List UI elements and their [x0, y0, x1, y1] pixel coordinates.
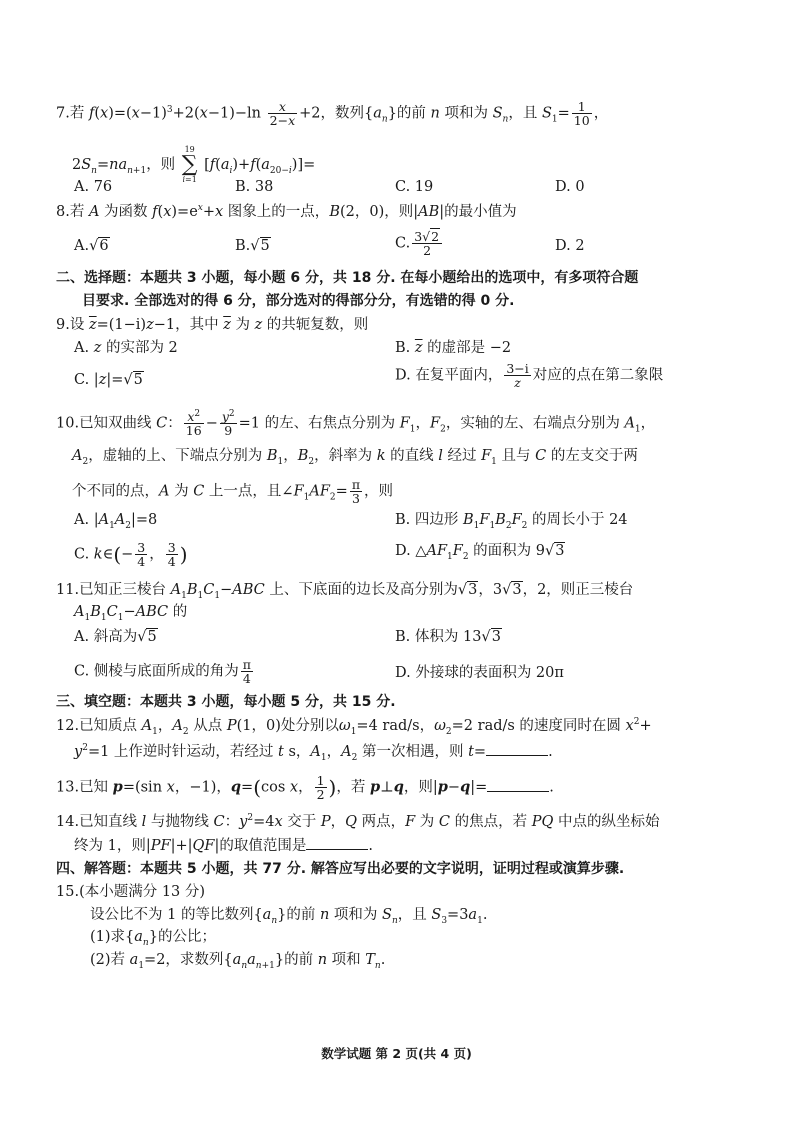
- q8-option-c: C. $\frac{3√2}{2}$: [395, 230, 444, 257]
- answer-blank[interactable]: [486, 741, 548, 756]
- answer-blank[interactable]: [306, 835, 368, 850]
- section4-title: 四、解答题：本题共 5 小题，共 77 分. 解答应写出必要的文字说明，证明过程或演算步骤.: [56, 861, 625, 877]
- q14-line1: 14.已知直线 l 与抛物线 C：$y^2=4x$ 交于 P，Q 两点，F 为 C 的焦点，若 PQ 中点的纵坐标始: [56, 813, 660, 830]
- q7-option-c: C. 19: [395, 179, 434, 195]
- summation-symbol: 19 ∑ i=1: [181, 145, 198, 184]
- q9-option-a: A. z 的实部为 2: [74, 340, 178, 356]
- q10-option-c: C. k∈(− $\frac{3}{4}$ ， $\frac{3}{4}$ ): [74, 540, 188, 570]
- q12-line1: 12.已知质点 $A_1$，$A_2$ 从点 P(1，0)处分别以$\omega_1=4$ rad/s，$\omega_2=2$ rad/s 的速度同时在圆 $x^2+$: [56, 717, 652, 737]
- q11-option-c: C. 侧棱与底面所成的角为 $\frac{\pi}{4}$: [74, 657, 252, 687]
- q8-option-d: D. 2: [555, 238, 585, 254]
- q7-line1: 7.若 $f(x)=(x-1)^3+2(x-1)-\ln$ $\frac{x}{2-x}$ +2，数列$\{a_n\}$的前 n 项和为 $S_n$，且 $S_1=$ $\frac{1}{10}$ ，: [56, 99, 609, 129]
- q15-part1: (1)求$\{a_n\}$的公比；: [90, 929, 216, 948]
- q9-line1: 9.设 $\overline{z}=(1-i)z-1$，其中 $\overline{z}$ 为 z 的共轭复数，则: [56, 317, 369, 333]
- q7-option-d: D. 0: [555, 179, 585, 195]
- section2-title-cont: 目要求. 全部选对的得 6 分，部分选对的得部分分，有选错的得 0 分.: [82, 293, 515, 309]
- q14-line2: 终为 1，则|PF|+|QF|的取值范围是 .: [74, 835, 373, 856]
- q10-option-b: B. 四边形 $B_1F_1B_2F_2$ 的周长小于 24: [395, 512, 628, 531]
- q7-number: 7.: [56, 105, 70, 122]
- q7-option-a: A. 76: [74, 179, 113, 195]
- section3-title: 三、填空题：本题共 3 小题，每小题 5 分，共 15 分.: [56, 694, 396, 710]
- section2-title: 二、选择题：本题共 3 小题，每小题 6 分，共 18 分. 在每小题给出的选项中，有多项符合题: [56, 270, 639, 286]
- q10-line2: $A_2$，虚轴的上、下端点分别为 $B_1$，$B_2$，斜率为 k 的直线 l 经过 $F_1$ 且与 C 的左支交于两: [72, 448, 638, 467]
- q7-line2: $2S_n=na_{n+1}$，则 19 ∑ i=1 $[f(a_i)+f(a_{20-i})]=$: [72, 145, 316, 184]
- q10-option-d: D. $\triangle AF_1F_2$ 的面积为 9√3: [395, 543, 565, 562]
- q8-option-a: A.√6: [74, 238, 109, 254]
- q15-part2: (2)若 $a_1=2$，求数列$\{a_na_{n+1}\}$的前 n 项和 $T_n$.: [90, 952, 386, 971]
- q15-stem: 设公比不为 1 的等比数列$\{a_n\}$的前 n 项和为 $S_n$，且 $S_3=3a_1$.: [90, 907, 488, 926]
- q7-option-b: B. 38: [235, 179, 274, 195]
- q9-option-b: B. $\overline{z}$ 的虚部是 −2: [395, 340, 512, 356]
- q12-line2: $y^2=1$ 上作逆时针运动，若经过 t s，$A_1$，$A_2$ 第一次相遇，则 t= .: [74, 741, 553, 762]
- q11-option-b: B. 体积为 13√3: [395, 629, 501, 645]
- q11-line2: $A_1B_1C_1-ABC$ 的: [74, 604, 188, 623]
- q8-option-b: B.√5: [235, 238, 270, 254]
- q11-option-a: A. 斜高为√5: [74, 629, 157, 645]
- q9-option-d: D. 在复平面内， $\frac{3-i}{z}$ 对应的点在第二象限: [395, 361, 664, 391]
- q13-line1: 13.已知 p=(sin x，−1)，q=(cos x， $\frac{1}{2}$ )，若 p⊥q，则|p−q|= .: [56, 773, 554, 803]
- q11-line1: 11.已知正三棱台 $A_1B_1C_1-ABC$ 上、下底面的边长及高分别为√3，3√3，2，则正三棱台: [56, 582, 634, 601]
- q8-line1: 8.若 A 为函数 $f(x)=e^x+x$ 图象上的一点，B(2，0)，则|AB|的最小值为: [56, 203, 517, 220]
- q10-line1: 10.已知双曲线 C： $\frac{x^2}{16}$ − $\frac{y^2}{9}$ =1 的左、右焦点分别为 $F_1$，$F_2$，实轴的左、右端点分别为 $A_1$，: [56, 408, 656, 439]
- q10-option-a: A. $|A_1A_2|=8$: [74, 512, 158, 531]
- q15-header: 15.(本小题满分 13 分): [56, 884, 206, 900]
- answer-blank[interactable]: [487, 777, 549, 792]
- q11-option-d: D. 外接球的表面积为 20π: [395, 665, 564, 681]
- page-footer: 数学试题 第 2 页(共 4 页): [321, 1046, 472, 1061]
- q9-option-c: C. |z|=√5: [74, 372, 143, 388]
- q10-line3: 个不同的点，A 为 C 上一点，且$\angle F_1AF_2=$ $\frac{\pi}{3}$ ，则: [72, 477, 394, 507]
- fraction: $\frac{x}{2-x}$: [269, 99, 296, 129]
